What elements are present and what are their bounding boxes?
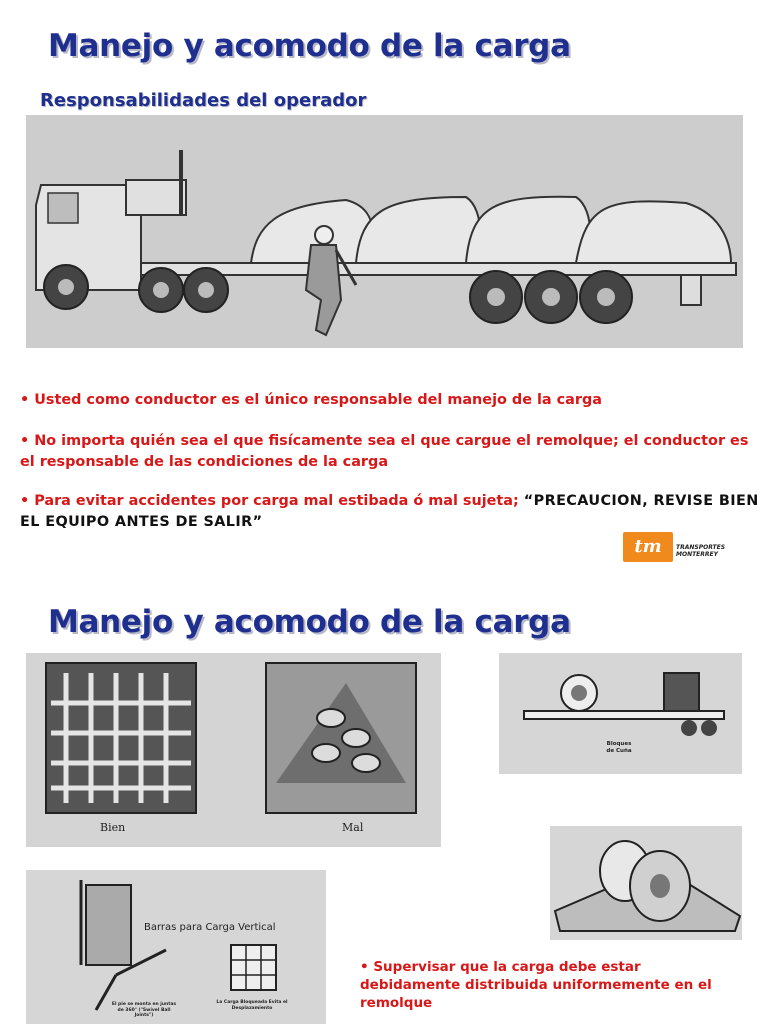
logo-line-2: MONTERREY	[676, 551, 718, 558]
bullet-supervise: • Supervisar que la carga debe estar debidamente distribuida uniformemente en el remolque	[360, 959, 712, 1011]
caption-vertical-bars: Barras para Carga Vertical	[144, 922, 276, 933]
good-bad-cargo-image	[26, 653, 441, 847]
caption-good: Bien	[100, 821, 126, 834]
company-logo	[623, 532, 726, 564]
caption-swivel: El pie se monta en juntas de 360° ("Swivel Ball Joints")	[111, 1002, 177, 1018]
caption-wedges-line2: de Cuña	[606, 748, 632, 754]
caption-bad: Mal	[342, 821, 364, 834]
vertical-bars-image	[26, 870, 326, 1024]
bullet-responsibility: • Usted como conductor es el único responsable del manejo de la carga	[20, 392, 602, 408]
precaution-black-text: “PRECAUCION, REVISE BIEN EL EQUIPO ANTES DE SALIR”	[20, 493, 759, 530]
caption-wedges-line1: Bloques	[606, 741, 632, 747]
logo-line-1: TRANSPORTES	[676, 544, 726, 551]
bullet-precaution	[20, 491, 760, 533]
bullet-loader: • No importa quién sea el que fisícamente sea el que cargue el remolque; el conductor es el responsable de las condiciones de la carga	[20, 433, 749, 470]
logo-mark: tm	[623, 532, 673, 562]
coil-wedges-image	[499, 653, 742, 774]
slide2-title: Manejo y acomodo de la carga	[48, 604, 571, 640]
slide1-subtitle: Responsabilidades del operador	[40, 90, 367, 111]
caption-wedges	[599, 741, 639, 755]
precaution-red-text: • Para evitar accidentes por carga mal estibada ó mal sujeta;	[20, 493, 519, 509]
caption-blocked: La Carga Bloqueada Evita el Desplazamiento	[216, 1000, 288, 1011]
slide1-title: Manejo y acomodo de la carga	[48, 28, 571, 64]
truck-illustration	[26, 115, 743, 348]
coil-cradle-image	[550, 826, 742, 940]
